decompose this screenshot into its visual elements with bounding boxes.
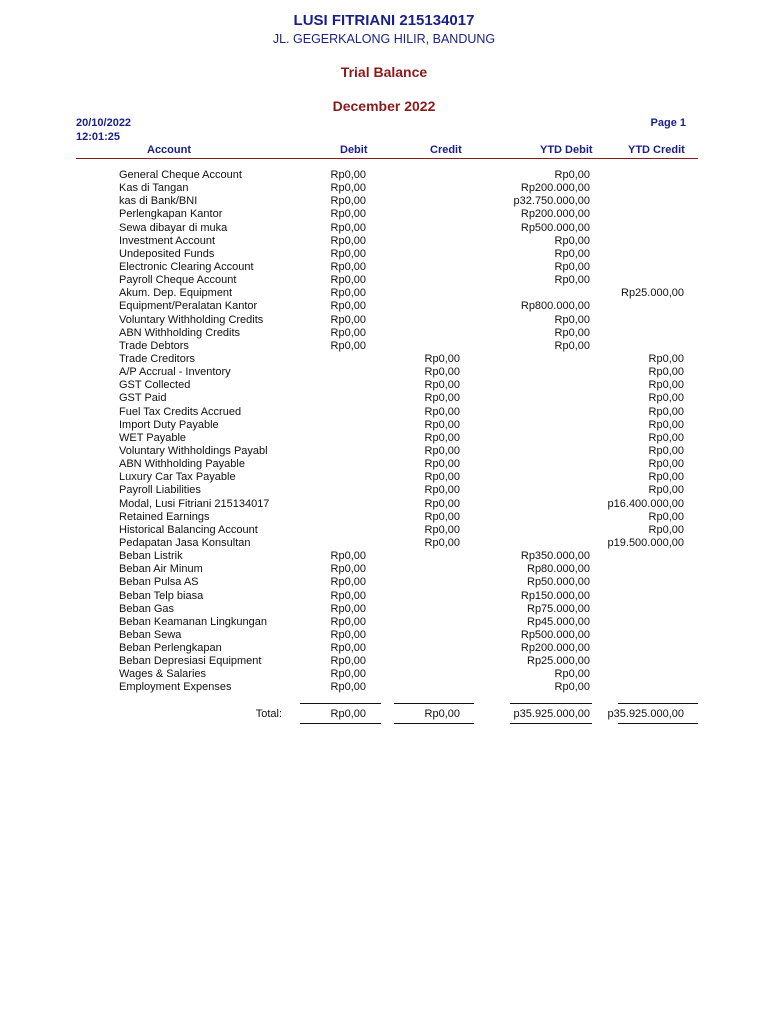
table-row xyxy=(0,248,768,261)
cell-credit: Rp0,00 xyxy=(424,405,460,418)
cell-credit: Rp0,00 xyxy=(424,444,460,457)
cell-ytd-debit: Rp200.000,00 xyxy=(520,208,590,221)
cell-ytd-debit: Rp45.000,00 xyxy=(527,615,590,628)
table-row xyxy=(0,287,768,300)
cell-account: Payroll Cheque Account xyxy=(119,274,237,287)
table-row xyxy=(0,300,768,313)
header-account: Account xyxy=(147,144,191,156)
cell-debit: Rp0,00 xyxy=(330,642,366,655)
table-row xyxy=(0,392,768,405)
table-row xyxy=(0,182,768,195)
page-number: Page 1 xyxy=(650,117,686,129)
cell-ytd-debit: Rp0,00 xyxy=(554,274,590,287)
cell-debit: Rp0,00 xyxy=(330,339,366,352)
cell-account: ABN Withholding Credits xyxy=(119,326,241,339)
cell-credit: Rp0,00 xyxy=(424,366,460,379)
cell-account: Electronic Clearing Account xyxy=(119,260,254,273)
table-row xyxy=(0,419,768,432)
cell-account: A/P Accrual - Inventory xyxy=(119,366,231,379)
table-row xyxy=(0,445,768,458)
cell-debit: Rp0,00 xyxy=(330,628,366,641)
totals-line-bottom-debit xyxy=(300,723,381,724)
total-label: Total: xyxy=(255,708,282,720)
table-row xyxy=(0,195,768,208)
cell-account: GST Collected xyxy=(119,379,191,392)
cell-ytd-debit: Rp0,00 xyxy=(554,313,590,326)
cell-account: Trade Creditors xyxy=(119,352,196,365)
table-row xyxy=(0,590,768,603)
cell-ytd-debit: Rp0,00 xyxy=(554,260,590,273)
cell-credit: Rp0,00 xyxy=(424,484,460,497)
cell-debit: Rp0,00 xyxy=(330,221,366,234)
cell-account: Pedapatan Jasa Konsultan xyxy=(119,536,251,549)
cell-account: Beban Listrik xyxy=(119,550,183,563)
table-row xyxy=(0,668,768,681)
cell-account: General Cheque Account xyxy=(119,169,242,181)
cell-account: Luxury Car Tax Payable xyxy=(119,471,236,484)
header-ytd-debit: YTD Debit xyxy=(540,144,593,156)
report-title: Trial Balance xyxy=(340,64,428,80)
cell-account: Beban Perlengkapan xyxy=(119,642,222,655)
cell-account: Beban Air Minum xyxy=(119,563,203,576)
table-row xyxy=(0,314,768,327)
cell-account: Sewa dibayar di muka xyxy=(119,221,228,234)
report-date: 20/10/2022 xyxy=(76,117,132,129)
table-row xyxy=(0,366,768,379)
cell-ytd-credit: Rp0,00 xyxy=(648,523,684,536)
totals-line-top-debit xyxy=(300,703,381,704)
table-row xyxy=(0,550,768,563)
company-address: JL. GEGERKALONG HILIR, BANDUNG xyxy=(272,32,496,46)
header-debit: Debit xyxy=(340,144,368,156)
table-row xyxy=(0,222,768,235)
cell-account: Beban Telp biasa xyxy=(119,589,204,602)
cell-account: Investment Account xyxy=(119,234,215,247)
cell-account: Beban Sewa xyxy=(119,628,182,641)
table-row xyxy=(0,484,768,497)
cell-debit: Rp0,00 xyxy=(330,300,366,313)
cell-ytd-debit: Rp25.000,00 xyxy=(527,655,590,668)
table-row xyxy=(0,432,768,445)
cell-debit: Rp0,00 xyxy=(330,668,366,681)
table-row xyxy=(0,616,768,629)
cell-debit: Rp0,00 xyxy=(330,602,366,615)
cell-ytd-credit: Rp0,00 xyxy=(648,431,684,444)
cell-account: Beban Gas xyxy=(119,602,175,615)
cell-ytd-debit: p32.750.000,00 xyxy=(513,195,590,208)
cell-ytd-credit: Rp0,00 xyxy=(648,366,684,379)
table-row xyxy=(0,642,768,655)
cell-debit: Rp0,00 xyxy=(330,208,366,221)
cell-debit: Rp0,00 xyxy=(330,681,366,694)
table-row xyxy=(0,235,768,248)
header-ytd-credit: YTD Credit xyxy=(628,144,685,156)
totals-line-top-ytd-credit xyxy=(618,703,698,704)
cell-account: Voluntary Withholdings Payabl xyxy=(119,444,268,457)
cell-account: Retained Earnings xyxy=(119,510,210,523)
total-ytd-credit: p35.925.000,00 xyxy=(607,708,684,720)
table-row xyxy=(0,629,768,642)
cell-credit: Rp0,00 xyxy=(424,352,460,365)
cell-debit: Rp0,00 xyxy=(330,563,366,576)
totals-line-bottom-ytd-debit xyxy=(510,723,592,724)
cell-credit: Rp0,00 xyxy=(424,510,460,523)
cell-ytd-credit: Rp0,00 xyxy=(648,418,684,431)
cell-debit: Rp0,00 xyxy=(330,576,366,589)
cell-ytd-credit: Rp0,00 xyxy=(648,471,684,484)
cell-ytd-debit: Rp0,00 xyxy=(554,247,590,260)
cell-credit: Rp0,00 xyxy=(424,471,460,484)
cell-ytd-debit: Rp75.000,00 xyxy=(527,602,590,615)
table-row xyxy=(0,327,768,340)
cell-ytd-credit: Rp0,00 xyxy=(648,379,684,392)
table-row xyxy=(0,458,768,471)
table-row xyxy=(0,524,768,537)
report-period: December 2022 xyxy=(332,98,436,114)
total-ytd-debit: p35.925.000,00 xyxy=(513,708,590,720)
totals-line-bottom-credit xyxy=(394,723,474,724)
table-row xyxy=(0,681,768,694)
table-row xyxy=(0,353,768,366)
cell-debit: Rp0,00 xyxy=(330,182,366,195)
table-row xyxy=(0,261,768,274)
cell-ytd-debit: Rp0,00 xyxy=(554,681,590,694)
cell-debit: Rp0,00 xyxy=(330,274,366,287)
cell-account: Import Duty Payable xyxy=(119,418,219,431)
cell-ytd-credit: Rp0,00 xyxy=(648,352,684,365)
table-row xyxy=(0,498,768,511)
cell-credit: Rp0,00 xyxy=(424,458,460,471)
cell-ytd-credit: Rp0,00 xyxy=(648,484,684,497)
table-row xyxy=(0,511,768,524)
cell-ytd-debit: Rp0,00 xyxy=(554,668,590,681)
cell-account: Historical Balancing Account xyxy=(119,523,258,536)
cell-account: Beban Keamanan Lingkungan xyxy=(119,615,268,628)
cell-account: Voluntary Withholding Credits xyxy=(119,313,264,326)
cell-account: kas di Bank/BNI xyxy=(119,195,198,208)
table-row xyxy=(0,274,768,287)
cell-account: Perlengkapan Kantor xyxy=(119,208,223,221)
table-row xyxy=(0,340,768,353)
trial-balance-rows xyxy=(0,169,768,695)
table-row xyxy=(0,208,768,221)
cell-credit: Rp0,00 xyxy=(424,418,460,431)
table-row xyxy=(0,169,768,182)
cell-account: Beban Pulsa AS xyxy=(119,576,199,589)
cell-debit: Rp0,00 xyxy=(330,655,366,668)
table-row xyxy=(0,537,768,550)
cell-ytd-credit: Rp0,00 xyxy=(648,458,684,471)
cell-account: Kas di Tangan xyxy=(119,182,189,195)
cell-account: Akum. Dep. Equipment xyxy=(119,287,233,300)
cell-ytd-debit: Rp50.000,00 xyxy=(527,576,590,589)
cell-debit: Rp0,00 xyxy=(330,195,366,208)
cell-debit: Rp0,00 xyxy=(330,615,366,628)
cell-ytd-credit: p19.500.000,00 xyxy=(607,536,684,549)
cell-ytd-debit: Rp500.000,00 xyxy=(520,628,590,641)
cell-account: Wages & Salaries xyxy=(119,668,207,681)
cell-account: Beban Depresiasi Equipment xyxy=(119,655,262,668)
cell-debit: Rp0,00 xyxy=(330,234,366,247)
cell-debit: Rp0,00 xyxy=(330,260,366,273)
table-row xyxy=(0,471,768,484)
report-time: 12:01:25 xyxy=(76,131,121,143)
cell-account: Modal, Lusi Fitriani 215134017 xyxy=(119,497,270,510)
cell-ytd-debit: Rp200.000,00 xyxy=(520,182,590,195)
header-credit: Credit xyxy=(430,144,462,156)
header-divider xyxy=(76,158,698,159)
cell-ytd-credit: Rp25.000,00 xyxy=(621,287,684,300)
cell-account: Payroll Liabilities xyxy=(119,484,201,497)
cell-debit: Rp0,00 xyxy=(330,326,366,339)
cell-debit: Rp0,00 xyxy=(330,313,366,326)
cell-account: Fuel Tax Credits Accrued xyxy=(119,405,242,418)
cell-ytd-credit: Rp0,00 xyxy=(648,405,684,418)
cell-credit: Rp0,00 xyxy=(424,523,460,536)
cell-ytd-debit: Rp350.000,00 xyxy=(520,550,590,563)
total-credit: Rp0,00 xyxy=(424,708,460,720)
cell-debit: Rp0,00 xyxy=(330,287,366,300)
cell-account: Equipment/Peralatan Kantor xyxy=(119,300,258,313)
cell-credit: Rp0,00 xyxy=(424,392,460,405)
cell-ytd-credit: p16.400.000,00 xyxy=(607,497,684,510)
cell-credit: Rp0,00 xyxy=(424,497,460,510)
cell-ytd-debit: Rp800.000,00 xyxy=(520,300,590,313)
cell-ytd-debit: Rp80.000,00 xyxy=(527,563,590,576)
cell-ytd-credit: Rp0,00 xyxy=(648,444,684,457)
cell-account: ABN Withholding Payable xyxy=(119,458,245,471)
table-row xyxy=(0,379,768,392)
cell-ytd-debit: Rp0,00 xyxy=(554,169,590,181)
cell-ytd-debit: Rp0,00 xyxy=(554,234,590,247)
cell-ytd-debit: Rp200.000,00 xyxy=(520,642,590,655)
table-row xyxy=(0,655,768,668)
table-row xyxy=(0,406,768,419)
cell-ytd-debit: Rp0,00 xyxy=(554,339,590,352)
cell-account: Employment Expenses xyxy=(119,681,232,694)
cell-credit: Rp0,00 xyxy=(424,379,460,392)
cell-debit: Rp0,00 xyxy=(330,169,366,181)
cell-ytd-credit: Rp0,00 xyxy=(648,392,684,405)
table-row xyxy=(0,563,768,576)
cell-credit: Rp0,00 xyxy=(424,536,460,549)
cell-account: GST Paid xyxy=(119,392,167,405)
totals-line-bottom-ytd-credit xyxy=(618,723,698,724)
table-row xyxy=(0,576,768,589)
cell-debit: Rp0,00 xyxy=(330,247,366,260)
cell-debit: Rp0,00 xyxy=(330,550,366,563)
table-row xyxy=(0,603,768,616)
company-name: LUSI FITRIANI 215134017 xyxy=(293,12,475,29)
cell-account: WET Payable xyxy=(119,431,187,444)
cell-debit: Rp0,00 xyxy=(330,589,366,602)
totals-line-top-credit xyxy=(394,703,474,704)
cell-account: Trade Debtors xyxy=(119,339,189,352)
cell-ytd-debit: Rp0,00 xyxy=(554,326,590,339)
totals-line-top-ytd-debit xyxy=(510,703,592,704)
cell-account: Undeposited Funds xyxy=(119,247,215,260)
cell-ytd-debit: Rp150.000,00 xyxy=(520,589,590,602)
cell-credit: Rp0,00 xyxy=(424,431,460,444)
total-debit: Rp0,00 xyxy=(330,708,366,720)
cell-ytd-debit: Rp500.000,00 xyxy=(520,221,590,234)
cell-ytd-credit: Rp0,00 xyxy=(648,510,684,523)
